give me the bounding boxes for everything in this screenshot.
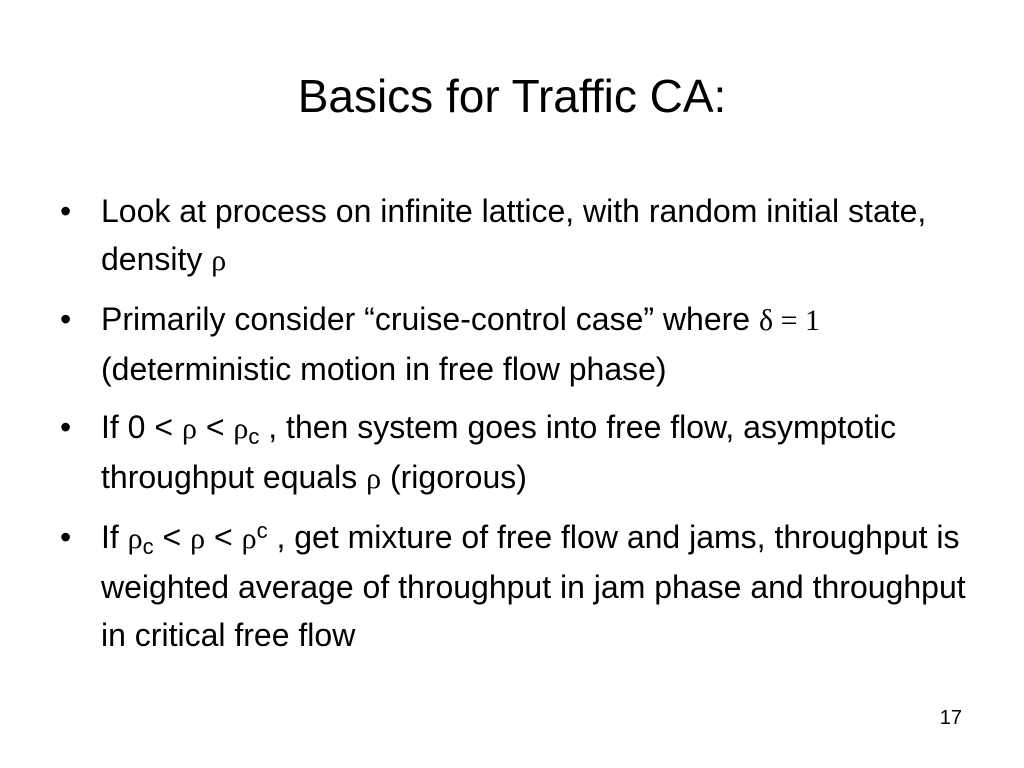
bullet-text: , get mixture of free flow and jams, throughput is weighted average of throughput in jam phase and throughput in critical free flow (101, 519, 966, 653)
bullet-text: Look at process on infinite lattice, with random initial state, density (101, 193, 927, 277)
less-than: < (153, 519, 191, 555)
bullet-list (60, 187, 980, 669)
less-than: < (205, 519, 242, 555)
bullet-item-lattice (60, 187, 980, 285)
rho-symbol: ρ (366, 462, 382, 495)
page-number: 17 (939, 707, 962, 729)
bullet-text: (deterministic motion in free flow phase) (101, 351, 667, 387)
bullet-item-mixture (60, 513, 980, 659)
delta-equation: δ = 1 (758, 304, 821, 337)
bullet-item-cruise-control (60, 295, 980, 393)
subscript-c: c (142, 534, 154, 559)
less-than: < (196, 409, 234, 445)
bullet-text: If 0 < (101, 409, 182, 445)
slide-title: Basics for Traffic CA: (297, 70, 727, 122)
bullet-item-free-flow (60, 403, 980, 503)
bullet-text: Primarily consider “cruise-control case” where (101, 301, 759, 337)
rho-symbol: ρ (190, 522, 206, 555)
bullet-text: (rigorous) (381, 459, 527, 495)
bullet-text: , then system goes into free flow, asymptotic throughput equals (101, 409, 897, 495)
rho-symbol: ρ (241, 522, 257, 555)
rho-symbol: ρ (233, 412, 249, 445)
bullet-text: If (101, 519, 128, 555)
subscript-c: c (248, 424, 260, 449)
rho-symbol: ρ (127, 522, 143, 555)
rho-symbol: ρ (181, 412, 197, 445)
rho-symbol: ρ (211, 244, 227, 277)
superscript-c: c (256, 518, 268, 543)
